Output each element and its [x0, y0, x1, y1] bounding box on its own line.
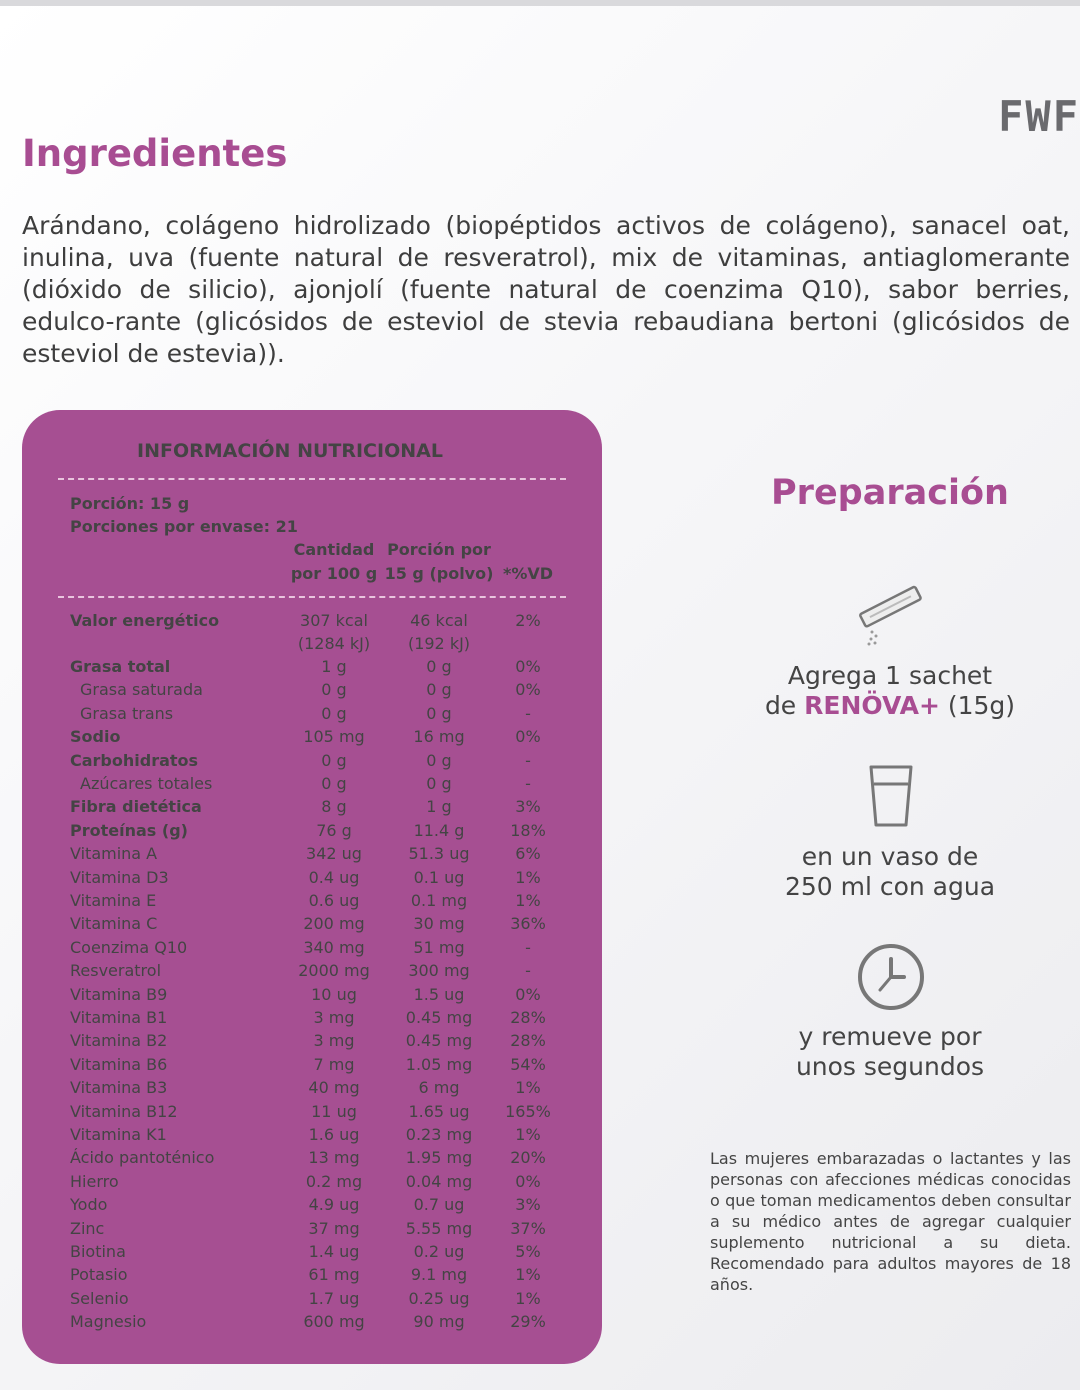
nutrient-name: Vitamina B3: [70, 1078, 168, 1098]
nutrient-name: Vitamina A: [70, 844, 158, 864]
disclaimer-text: Las mujeres embarazadas o lactantes y las personas con afecciones médicas conocidas o que toman medicamentos deben consultar a su médico antes de agregar cualquier suplemento nutricional a su dieta. Recomendado para adultos mayores de 18 años.: [710, 1149, 1071, 1294]
nutrient-name: Selenio: [70, 1288, 129, 1308]
nutrition-title: INFORMACIÓN NUTRICIONAL: [137, 440, 443, 462]
portion-value: 1.5 ug: [413, 984, 465, 1004]
nutrient-name: Vitamina K1: [70, 1125, 167, 1144]
nutrient-name: Sodio: [70, 727, 121, 747]
vd-value: 1%: [515, 1288, 541, 1308]
nutrition-row: [22, 1265, 602, 1288]
nutrition-row: [22, 1195, 602, 1218]
vd-value: 28%: [510, 1008, 546, 1027]
nutrition-row: [22, 727, 602, 750]
per100-value: 1 g: [321, 657, 347, 676]
per100-value: 0 g: [321, 750, 347, 770]
nutrition-row: [22, 1289, 602, 1312]
nutrition-row: [22, 1008, 602, 1031]
portion-value: 11.4 g: [413, 820, 465, 840]
portion-value: 0 g: [426, 657, 452, 676]
nutrient-name: Potasio: [70, 1265, 128, 1285]
per100-kcal: 307 kcal: [300, 611, 368, 630]
vd-value: 2%: [515, 611, 541, 630]
vd-value: -: [525, 774, 531, 793]
nutrient-name: Vitamina B9: [70, 984, 168, 1004]
nutrition-row: [22, 1031, 602, 1054]
vd-value: 0%: [515, 657, 541, 676]
top-divider: [0, 0, 1080, 6]
per100-value: 1.7 ug: [308, 1288, 360, 1308]
per100-value: 200 mg: [303, 914, 365, 934]
nutrition-row: [22, 797, 602, 820]
nutrition-row: [22, 844, 602, 867]
column-header-per100: [284, 538, 384, 586]
per100-value: 0 g: [321, 703, 347, 723]
column-header-per100-line2: por 100 g: [290, 564, 378, 583]
column-header-vd: *%VD: [502, 564, 554, 583]
step-1-text: [700, 661, 1080, 721]
nutrient-name: Zinc: [70, 1218, 105, 1238]
nutrition-row: [22, 657, 602, 680]
vd-value: 0%: [515, 984, 541, 1004]
nutrient-name: Proteínas (g): [70, 820, 188, 840]
portion-value: 1 g: [426, 797, 452, 817]
vd-value: 37%: [510, 1218, 546, 1238]
nutrient-name: Coenzima Q10: [70, 937, 188, 957]
nutrient-name: Fibra dietética: [70, 797, 202, 817]
nutrition-row: [22, 891, 602, 914]
portion-value: 0 g: [426, 774, 452, 793]
nutrient-name: Vitamina D3: [70, 867, 169, 887]
vd-value: 1%: [515, 1265, 541, 1285]
portion-value: 51 mg: [413, 937, 465, 957]
column-header-portion: [384, 538, 494, 586]
vd-value: -: [525, 937, 531, 957]
per100-value: 13 mg: [308, 1148, 360, 1168]
nutrient-name: Grasa total: [70, 657, 171, 676]
step-3-text: [700, 1022, 1080, 1082]
nutrition-row: [22, 985, 602, 1008]
nutrient-name: Hierro: [70, 1171, 119, 1191]
nutrient-name: Vitamina B12: [70, 1101, 178, 1121]
portion-value: 0.2 ug: [413, 1242, 465, 1261]
step-2-text: [700, 842, 1080, 902]
column-header-portion-line2: 15 g (polvo): [384, 564, 494, 583]
brand-logo: FWF: [998, 92, 1080, 141]
per100-value: 10 ug: [311, 984, 357, 1004]
per100-value: 4.9 ug: [308, 1195, 360, 1215]
per100-value: 1.6 ug: [308, 1125, 360, 1144]
sachet-icon: [850, 578, 930, 648]
nutrient-name: Vitamina B2: [70, 1031, 168, 1051]
nutrient-name: Yodo: [70, 1195, 108, 1215]
nutrient-name: Vitamina E: [70, 891, 157, 910]
nutrient-name: Grasa saturada: [80, 680, 203, 700]
nutrition-row: [22, 1312, 602, 1335]
portion-value: 0.04 mg: [405, 1171, 473, 1191]
per100-value: 40 mg: [308, 1078, 360, 1098]
per100-value: 0 g: [321, 680, 347, 700]
nutrition-row-energy-kj: [22, 634, 602, 657]
portion-value: 90 mg: [413, 1312, 465, 1332]
nutrition-row: [22, 1078, 602, 1101]
portion-value: 0.7 ug: [413, 1195, 465, 1215]
portion-value: 0.1 mg: [410, 891, 468, 910]
nutrition-row: [22, 774, 602, 797]
step-2-line2: 250 ml con agua: [784, 872, 996, 901]
step-1-de: de: [764, 691, 805, 720]
nutrition-row: [22, 1242, 602, 1265]
portion-value: 51.3 ug: [408, 844, 470, 864]
portion-value: 0 g: [426, 750, 452, 770]
portion-value: 0.23 mg: [405, 1125, 473, 1144]
dashed-divider: [58, 596, 566, 598]
per100-value: 76 g: [316, 820, 352, 840]
portion-value: 0.1 ug: [413, 867, 465, 887]
per100-value: 3 mg: [313, 1031, 355, 1051]
vd-value: 0%: [515, 727, 541, 747]
nutrition-row: [22, 938, 602, 961]
nutrient-name: Vitamina B6: [70, 1054, 168, 1074]
step-2-line1: en un vaso de: [801, 842, 979, 871]
per100-value: 61 mg: [308, 1265, 360, 1285]
vd-value: 20%: [510, 1148, 546, 1168]
per100-value: 11 ug: [311, 1101, 357, 1121]
portion-value: 16 mg: [413, 727, 465, 747]
nutrition-row: [22, 1172, 602, 1195]
vd-value: 36%: [510, 914, 546, 934]
nutrient-name: Valor energético: [70, 611, 220, 630]
vd-value: -: [525, 961, 531, 981]
portion-value: 9.1 mg: [410, 1265, 468, 1285]
vd-value: 29%: [510, 1312, 546, 1332]
vd-value: 54%: [510, 1054, 546, 1074]
per100-value: 340 mg: [303, 937, 365, 957]
per100-value: 37 mg: [308, 1218, 360, 1238]
vd-value: -: [525, 750, 531, 770]
per100-value: 7 mg: [313, 1054, 355, 1074]
portion-value: 300 mg: [408, 961, 470, 981]
product-name: RENÖVA+: [804, 691, 940, 720]
portion-value: 6 mg: [418, 1078, 460, 1098]
column-header-portion-line1: Porción por: [387, 540, 491, 559]
per100-value: 8 g: [321, 797, 347, 817]
per100-kj: (1284 kJ): [297, 634, 371, 653]
portion-value: 1.65 ug: [408, 1101, 470, 1121]
portion-value: 5.55 mg: [405, 1218, 473, 1238]
portion-value: 0 g: [426, 680, 452, 700]
portion-kj: (192 kJ): [407, 634, 471, 653]
step-3-line1: y remueve por: [798, 1022, 982, 1051]
portion-size: Porción: 15 g: [70, 494, 190, 513]
nutrient-name: Biotina: [70, 1242, 126, 1261]
per100-value: 1.4 ug: [308, 1242, 360, 1261]
vd-value: 3%: [515, 797, 541, 817]
step-3-line2: unos segundos: [795, 1052, 985, 1081]
nutrient-name: Azúcares totales: [80, 774, 213, 793]
per100-value: 2000 mg: [298, 961, 370, 981]
servings-per-container: Porciones por envase: 21: [70, 517, 298, 536]
nutrient-name: Magnesio: [70, 1312, 147, 1332]
vd-value: 1%: [515, 867, 541, 887]
per100-value: 0 g: [321, 774, 347, 793]
portion-value: 0.25 ug: [408, 1288, 470, 1308]
nutrition-row: [22, 1125, 602, 1148]
nutrient-name: Vitamina B1: [70, 1008, 168, 1027]
nutrition-row: [22, 961, 602, 984]
nutrition-row: [22, 751, 602, 774]
vd-value: 5%: [515, 1242, 541, 1261]
vd-value: 28%: [510, 1031, 546, 1051]
step-1-line1: Agrega 1 sachet: [787, 661, 993, 690]
nutrition-row: [22, 1055, 602, 1078]
portion-value: 0 g: [426, 703, 452, 723]
vd-value: 1%: [515, 1078, 541, 1098]
vd-value: 6%: [515, 844, 541, 864]
step-1-dose: (15g): [939, 691, 1016, 720]
nutrition-row: [22, 1148, 602, 1171]
vd-value: 1%: [515, 1125, 541, 1144]
per100-value: 0.6 ug: [308, 891, 360, 910]
vd-value: 3%: [515, 1195, 541, 1215]
nutrition-row: [22, 821, 602, 844]
column-header-per100-line1: Cantidad: [293, 540, 375, 559]
nutrient-name: Ácido pantoténico: [70, 1148, 215, 1168]
portion-value: 1.95 mg: [405, 1148, 473, 1168]
nutrient-name: Carbohidratos: [70, 750, 199, 770]
vd-value: -: [525, 703, 531, 723]
vd-value: 0%: [515, 1171, 541, 1191]
glass-icon: [866, 762, 916, 830]
nutrient-name: Grasa trans: [80, 703, 174, 723]
vd-value: 0%: [515, 680, 541, 700]
preparation-title: Preparación: [771, 473, 1009, 513]
vd-value: 1%: [515, 891, 541, 910]
portion-value: 0.45 mg: [405, 1031, 473, 1051]
per100-value: 600 mg: [303, 1312, 365, 1332]
nutrition-row: [22, 680, 602, 703]
per100-value: 342 ug: [306, 844, 362, 864]
portion-value: 0.45 mg: [405, 1008, 473, 1027]
nutrition-row: [22, 914, 602, 937]
ingredients-text: Arándano, colágeno hidrolizado (biopéptidos activos de colágeno), sanacel oat, inulina, uva (fuente natural de resveratrol), mix de vitaminas, antiaglomerante (dióxido de silicio), ajonjolí (fuente natural de coenzima Q10), sabor berries, edulco-rante (glicósidos de esteviol de stevia rebaudiana bertoni (glicósidos de esteviol de estevia)).: [22, 211, 1070, 368]
nutrition-row: [22, 1219, 602, 1242]
portion-value: 1.05 mg: [405, 1054, 473, 1074]
per100-value: 0.2 mg: [305, 1171, 363, 1191]
per100-value: 3 mg: [313, 1008, 355, 1027]
dashed-divider: [58, 478, 566, 480]
per100-value: 105 mg: [303, 727, 365, 747]
per100-value: 0.4 ug: [308, 867, 360, 887]
nutrition-row: [22, 1102, 602, 1125]
nutrition-row: [22, 868, 602, 891]
clock-icon: [856, 942, 926, 1012]
portion-value: 30 mg: [413, 914, 465, 934]
nutrition-row-energy: [22, 611, 602, 634]
vd-value: 165%: [505, 1101, 551, 1121]
ingredients-title: Ingredientes: [22, 132, 288, 175]
nutrient-name: Resveratrol: [70, 961, 162, 981]
nutrient-name: Vitamina C: [70, 914, 158, 934]
step-1-line2: [700, 691, 1080, 721]
nutrition-row: [22, 704, 602, 727]
portion-kcal: 46 kcal: [410, 611, 468, 630]
vd-value: 18%: [510, 820, 546, 840]
